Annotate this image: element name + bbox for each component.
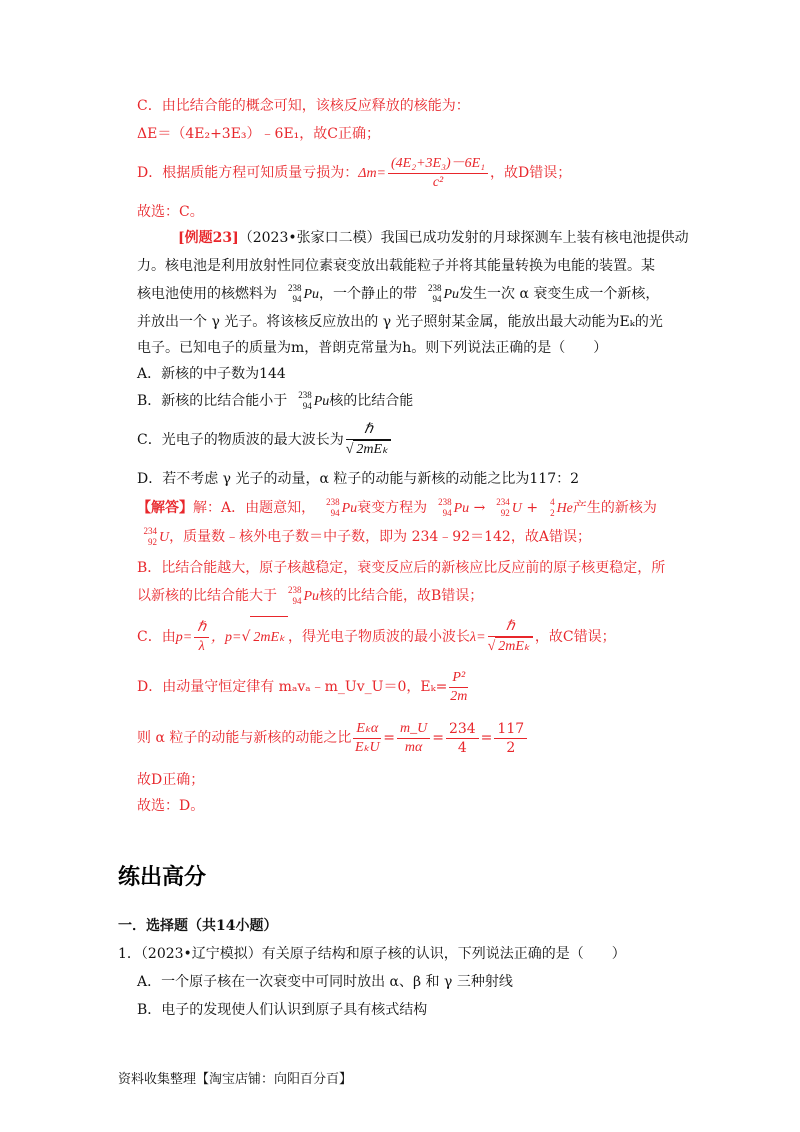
mass-defect-fraction [388, 155, 488, 192]
mass-defect-numerator: (4E₂+3E₃)－6E₁ [388, 155, 488, 174]
analysis-line4: 以新核的比结合能大于 238 94 Pu核的比结合能，故B错误； [137, 585, 484, 606]
answer-2: 故选：D。 [137, 798, 205, 814]
example-23-line5: 电子。已知电子的质量为m，普朗克常量为h。则下列说法正确的是（ ） [137, 340, 608, 356]
he-isotope: 4 2 [550, 497, 555, 518]
number-ratio-fraction: $\frac{234}{4}$ [446, 720, 479, 757]
option-a: A．新核的中子数为144 [137, 366, 286, 382]
analysis-tag: 【解答】 [137, 500, 193, 516]
wavelength-fraction: $\frac{\text{ℏ}}{\text{√ 2mEₖ}}$ [346, 421, 391, 459]
example-23-line1 [178, 228, 689, 248]
pu-symbol: Pu [303, 287, 320, 302]
mass-ratio-fraction: $\frac{m\_U}{m\alpha}$ [397, 720, 430, 757]
section-title: 练出高分 [118, 865, 207, 890]
solution-c-line2: ΔE＝（4E₂+3E₃）﹣6E₁，故C正确； [137, 126, 380, 142]
analysis-ratio: 则 α 粒子的动能与新核的动能之比 $\frac{\text{Eₖα}}{\text{EₖU}}$ = $\frac{m\_U}{m\alpha}$ = $\frac{234}{4}$ = $\frac{117}{2}$ [137, 716, 529, 760]
question-1-option-a: A．一个原子核在一次衰变中可同时放出 α、β 和 γ 三种射线 [137, 974, 513, 990]
question-1-stem: 1．（2023•辽宁模拟）有关原子结构和原子核的认识，下列说法正确的是（ ） [118, 946, 626, 962]
pu-isotope-3: 238 94 [298, 390, 312, 411]
pu-symbol-2: Pu [443, 287, 460, 302]
momentum-fraction: $\frac{\text{ℏ}}{\lambda}$ [194, 619, 209, 656]
example-23-line2: 力。核电池是利用放射性同位素衰变放出载能粒子并将其能量转换为电能的装置。某 [137, 258, 655, 274]
footer-text: 资料收集整理【淘宝店铺：向阳百分百】 [118, 1072, 353, 1087]
analysis-d: D．由动量守恒定律有 mₐvₐ﹣m_Uv_U＝0，Eₖ= $\frac{\text{P²}}{2m}$ [137, 669, 468, 704]
kinetic-energy-fraction: $\frac{\text{P²}}{2m}$ [450, 669, 468, 704]
option-c: C．光电子的物质波的最大波长为 $\frac{\text{ℏ}}{\text{√ 2mEₖ}}$ [137, 420, 393, 460]
result-ratio-fraction: $\frac{117}{2}$ [494, 720, 527, 757]
energy-ratio-fraction: $\frac{\text{Eₖα}}{\text{EₖU}}$ [354, 720, 380, 755]
solution-d [137, 153, 571, 194]
answer-1: 故选：C。 [137, 204, 204, 220]
example-line1-text: （2023•张家口二模）我国已成功发射的月球探测车上装有核电池提供动 [238, 230, 689, 246]
pu-isotope-2: 238 94 [427, 283, 442, 304]
subsection-title: 一．选择题（共14小题） [118, 918, 278, 934]
mass-defect-denominator: c² [432, 174, 444, 190]
pu-isotope-5: 238 94 [438, 497, 452, 518]
pu-isotope-6: 238 94 [287, 585, 302, 606]
u-isotope: 234 92 [496, 497, 510, 518]
pu-isotope-4: 238 94 [326, 497, 340, 518]
analysis-line2: 234 92 U，质量数﹣核外电子数＝中子数，即为 234﹣92＝142，故A错误； [137, 527, 591, 548]
solution-d-suffix: ，故D错误； [490, 165, 572, 181]
analysis-conclusion: 故D正确； [137, 772, 205, 788]
example-23-line4: 并放出一个 γ 光子。将该核反应放出的 γ 光子照射某金属，能放出最大动能为Eₖ的光 [137, 314, 663, 330]
min-wavelength-fraction: $\frac{\text{ℏ}}{\text{√ 2mEₖ}}$ [488, 618, 533, 656]
analysis-line3: B．比结合能越大，原子核越稳定，衰变反应后的新核应比反应前的原子核更稳定，所 [137, 560, 666, 576]
delta-m-label: Δm= [358, 166, 387, 181]
option-d: D．若不考虑 γ 光子的动量，α 粒子的动能与新核的动能之比为117：2 [137, 471, 580, 487]
option-b: B．新核的比结合能小于 238 94 Pu核的比结合能 [137, 390, 414, 411]
analysis-line1: 【解答】解：A．由题意知， 238 94 Pu衰变方程为 238 94 Pu → 234 92 U + 4 2 He产生的新核为 [137, 497, 657, 518]
solution-d-prefix: D．根据质能方程可知质量亏损为： [137, 165, 359, 181]
solution-c-line1: C．由比结合能的概念可知，该核反应释放的核能为： [137, 98, 470, 114]
example-line3b: ，一个静止的带 [319, 286, 418, 302]
example-tag: [例题23] [178, 230, 239, 246]
example-line3a: 核电池使用的核燃料为 [137, 286, 277, 302]
pu-isotope: 238 94 [287, 283, 302, 304]
analysis-c: C．由p= $\frac{\text{ℏ}}{\lambda}$ ，p=√ 2mEₖ ，得光电子物质波的最小波长λ= $\frac{\text{ℏ}}{\text{√ 2mEₖ}}$ ，故C错误； [137, 616, 616, 659]
example-23-line3 [137, 284, 659, 305]
u-isotope-2: 234 92 [143, 526, 157, 547]
question-1-option-b: B．电子的发现使人们认识到原子具有核式结构 [137, 1002, 428, 1018]
example-line3c: 发生一次 α 衰变生成一个新核， [459, 286, 660, 302]
